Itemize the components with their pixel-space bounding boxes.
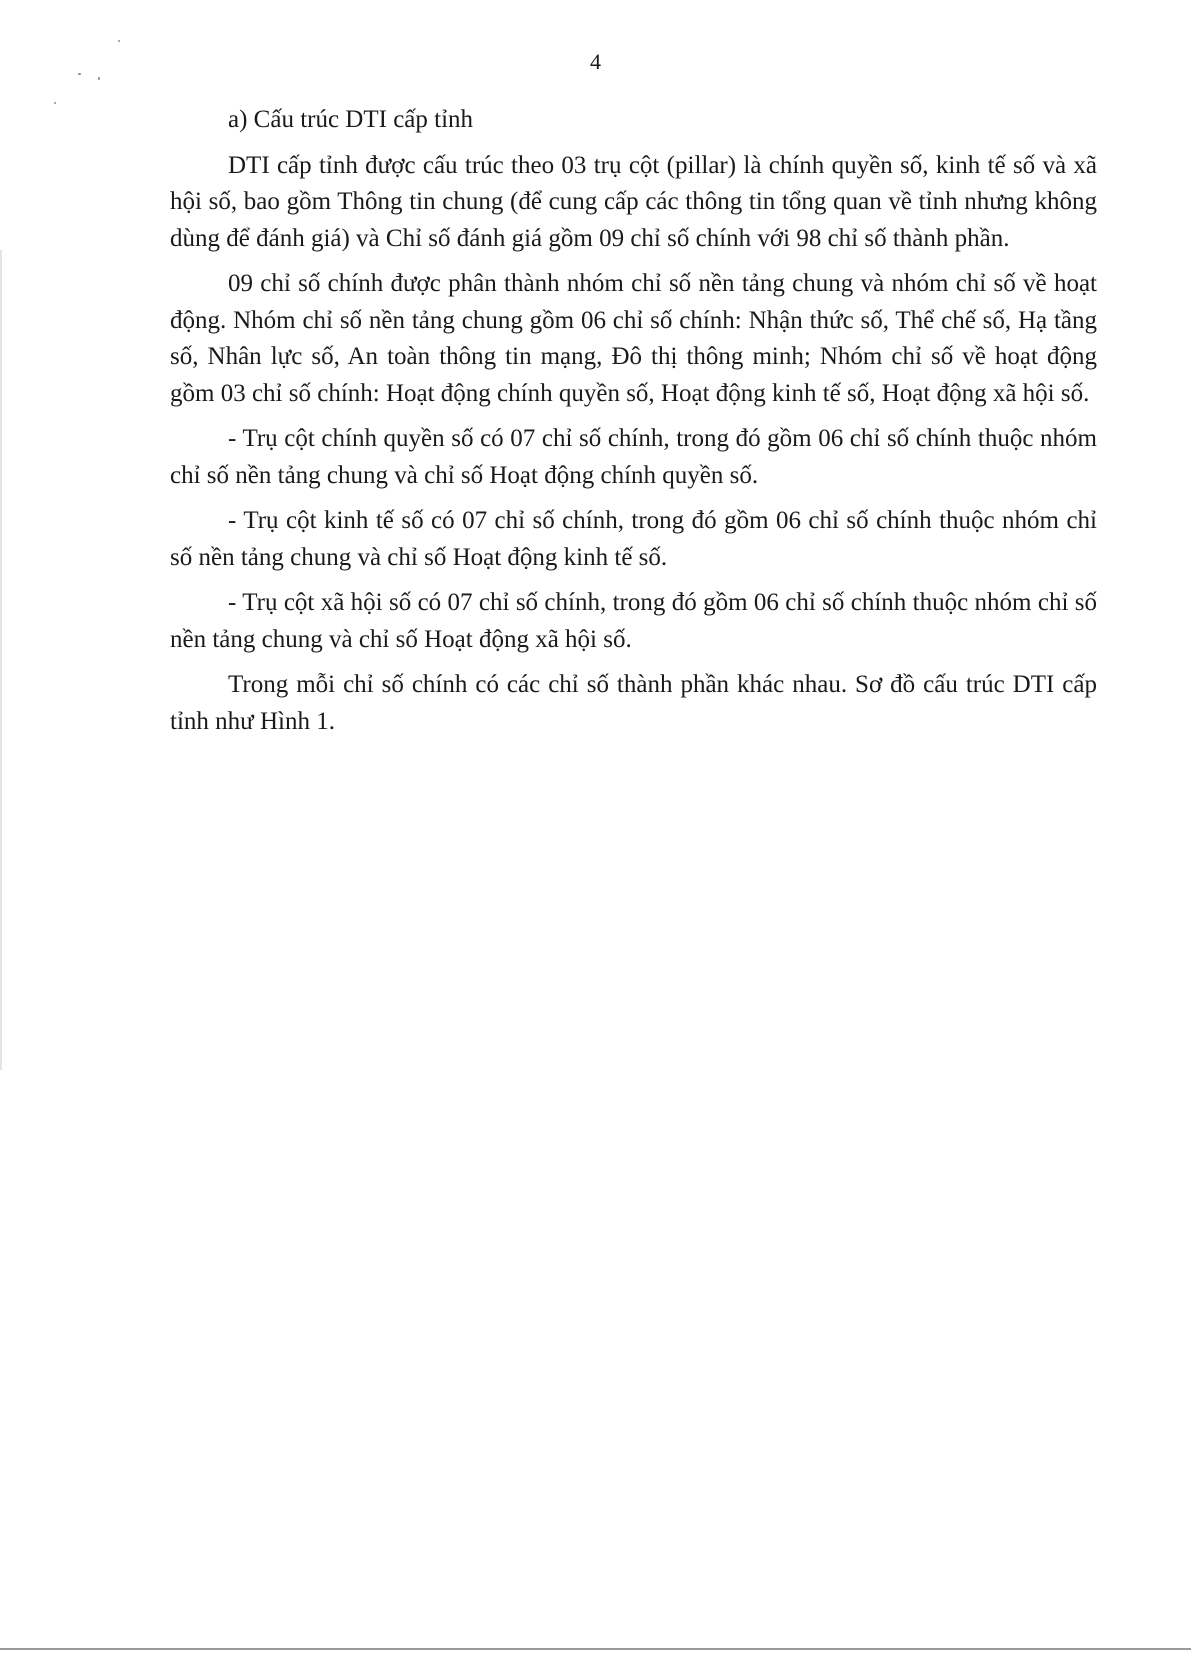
paragraph-pillar-economy: - Trụ cột kinh tế số có 07 chỉ số chính, trong đó gồm 06 chỉ số chính thuộc nhóm chỉ số nền tảng chung và chỉ số Hoạt động kinh tế số. [170,507,1097,571]
page-number: 4 [590,49,601,74]
scan-speck [118,40,120,42]
paragraph-pillar-government: - Trụ cột chính quyền số có 07 chỉ số chính, trong đó gồm 06 chỉ số chính thuộc nhóm chỉ số nền tảng chung và chỉ số Hoạt động chính quyền số. [170,425,1097,489]
scan-bottom-edge [0,1648,1191,1650]
paragraph-diagram-reference: Trong mỗi chỉ số chính có các chỉ số thành phần khác nhau. Sơ đồ cấu trúc DTI cấp tỉnh như Hình 1. [170,671,1097,735]
scan-edge-shadow [0,250,2,1070]
paragraph-main-indexes: 09 chỉ số chính được phân thành nhóm chỉ số nền tảng chung và nhóm chỉ số về hoạt động. Nhóm chỉ số nền tảng chung gồm 06 chỉ số chính: Nhận thức số, Thể chế số, Hạ tầng số, Nhân lực số, An toàn thông tin mạng, Đô thị thông minh; Nhóm chỉ số về hoạt động gồm 03 chỉ số chính: Hoạt động chính quyền số, Hoạt động kinh tế số, Hoạt động xã hội số. [170,270,1097,407]
paragraph-structure: DTI cấp tỉnh được cấu trúc theo 03 trụ cột (pillar) là chính quyền số, kinh tế số và xã hội số, bao gồm Thông tin chung (để cung cấp các thông tin tổng quan về tỉnh nhưng không dùng để đánh giá) và Chỉ số đánh giá gồm 09 chỉ số chính với 98 chỉ số thành phần. [170,151,1097,252]
document-body [170,102,1097,749]
scan-speck [54,102,56,104]
paragraph-pillar-society: - Trụ cột xã hội số có 07 chỉ số chính, trong đó gồm 06 chỉ số chính thuộc nhóm chỉ số nền tảng chung và chỉ số Hoạt động xã hội số. [170,589,1097,653]
scan-speck [98,77,100,80]
section-heading: a) Cấu trúc DTI cấp tỉnh [228,106,474,133]
